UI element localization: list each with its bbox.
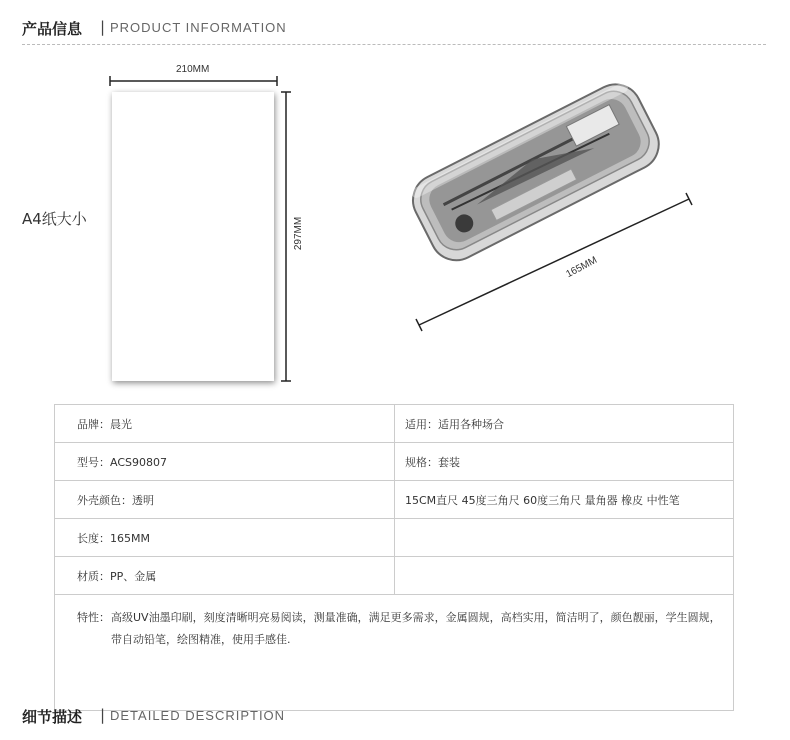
- header-separator: |: [100, 706, 106, 724]
- case-length-label: 165MM: [564, 254, 599, 281]
- a4-size-label: A4纸大小: [22, 210, 87, 228]
- features-label: 特性：: [77, 611, 110, 624]
- a4-width-dimension-line: [110, 76, 277, 86]
- spec-shell-color: 外壳颜色：透明: [55, 481, 395, 519]
- table-row: [55, 481, 734, 519]
- spec-material: 材质：PP、金属: [55, 557, 395, 595]
- table-row: [55, 443, 734, 481]
- product-info-title-en: PRODUCT INFORMATION: [110, 20, 287, 35]
- product-info-title-cn: 产品信息: [22, 20, 83, 38]
- table-row: [55, 519, 734, 557]
- spec-contents: 15CM直尺 45度三角尺 60度三角尺 量角器 橡皮 中性笔: [395, 481, 734, 519]
- compass-case-image: [404, 75, 668, 269]
- spec-length: 长度：165MM: [55, 519, 395, 557]
- detail-title-cn: 细节描述: [22, 708, 83, 726]
- table-row: [55, 557, 734, 595]
- a4-width-label: 210MM: [176, 64, 210, 75]
- spec-usage: 适用：适用各种场合: [395, 405, 734, 443]
- table-row: [55, 405, 734, 443]
- spec-model: 型号：ACS90807: [55, 443, 395, 481]
- spec-table: [54, 404, 734, 711]
- features-text: 高级UV油墨印刷，刻度清晰明亮易阅读，测量准确，满足更多需求，金属圆规，高档实用，简洁明了，颜色靓丽，学生圆规，带自动铅笔，绘图精准，使用手感佳.: [111, 611, 721, 646]
- spec-brand: 品牌：晨光: [55, 405, 395, 443]
- spec-empty-cell: [395, 519, 734, 557]
- detail-header: [22, 706, 766, 736]
- a4-height-dimension-line: [281, 92, 291, 381]
- header-separator: |: [100, 18, 106, 36]
- detail-title-en: DETAILED DESCRIPTION: [110, 708, 286, 723]
- table-row-features: [55, 595, 734, 711]
- spec-empty-cell: [395, 557, 734, 595]
- spec-features: [55, 595, 734, 711]
- spec-specification: 规格：套装: [395, 443, 734, 481]
- a4-height-label: 297MM: [293, 216, 305, 251]
